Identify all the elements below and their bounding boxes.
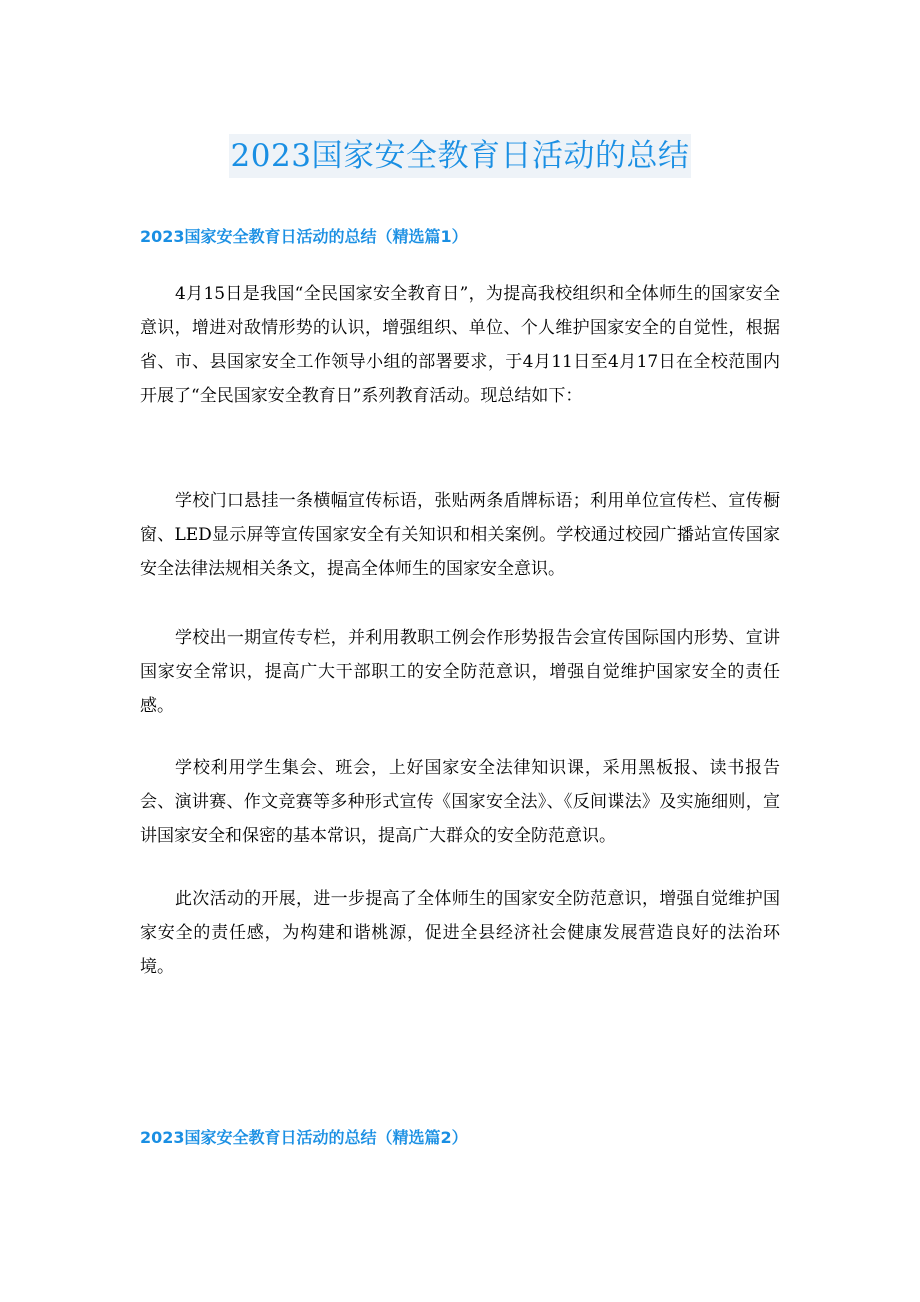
section-heading-2: 2023国家安全教育日活动的总结（精选篇2）	[140, 1128, 468, 1147]
paragraph-5: 此次活动的开展，进一步提高了全体师生的国家安全防范意识，增强自觉维护国家安全的责任感，为构建和谐桃源，促进全县经济社会健康发展营造良好的法治环境。	[140, 889, 780, 977]
paragraph-2: 学校门口悬挂一条横幅宣传标语，张贴两条盾牌标语；利用单位宣传栏、宣传橱窗、LED显示屏等宣传国家安全有关知识和相关案例。学校通过校园广播站宣传国家安全法律法规相关条文，提高全体师生的国家安全意识。	[140, 491, 780, 579]
paragraph-3: 学校出一期宣传专栏，并利用教职工例会作形势报告会宣传国际国内形势、宣讲国家安全常识，提高广大干部职工的安全防范意识，增强自觉维护国家安全的责任感。	[140, 628, 780, 716]
section-heading-1: 2023国家安全教育日活动的总结（精选篇1）	[140, 227, 468, 246]
title-container	[0, 134, 920, 178]
document-title: 2023国家安全教育日活动的总结	[229, 134, 692, 178]
paragraph-4: 学校利用学生集会、班会，上好国家安全法律知识课，采用黑板报、读书报告会、演讲赛、作文竞赛等多种形式宣传《国家安全法》、《反间谍法》及实施细则，宣讲国家安全和保密的基本常识，提高广大群众的安全防范意识。	[140, 758, 780, 846]
paragraph-1: 4月15日是我国“全民国家安全教育日”，为提高我校组织和全体师生的国家安全意识，增进对敌情形势的认识，增强组织、单位、个人维护国家安全的自觉性，根据省、市、县国家安全工作领导小组的部署要求，于4月11日至4月17日在全校范围内开展了“全民国家安全教育日”系列教育活动。现总结如下：	[140, 284, 780, 406]
